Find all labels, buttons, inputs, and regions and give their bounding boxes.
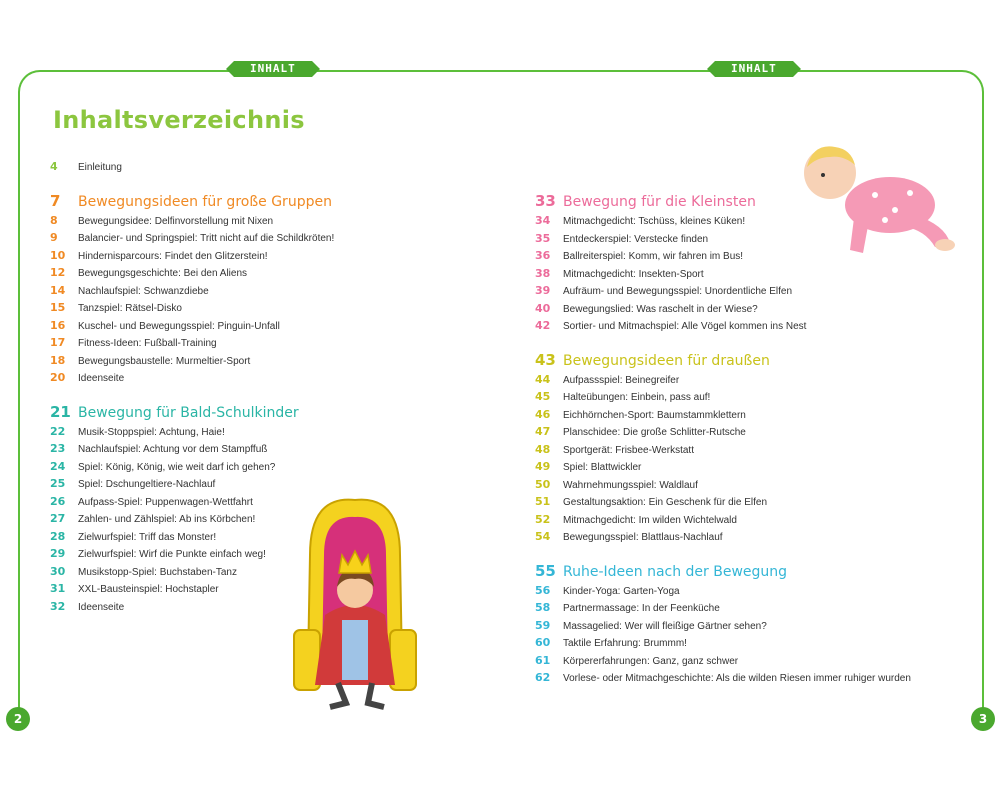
toc-entry-page-number: 62 (535, 671, 551, 684)
toc-entry (535, 284, 965, 302)
toc-entry-page-number: 58 (535, 601, 551, 614)
toc-entry-page-number: 42 (535, 319, 551, 332)
toc-entry-page-number: 56 (535, 583, 551, 597)
toc-entry (535, 530, 965, 548)
toc-entry (50, 354, 480, 372)
toc-entry (535, 601, 965, 619)
toc-entry-page-number: 59 (535, 618, 551, 632)
toc-entry-title: Entdeckerspiel: Verstecke finden (563, 233, 709, 245)
toc-entry-title: Sortier- und Mitmachspiel: Alle Vögel kommen ins Nest (563, 321, 807, 332)
toc-entry (50, 460, 480, 478)
toc-entry-title: Hindernisparcours: Findet den Glitzerstein! (78, 250, 268, 262)
toc-entry (50, 284, 480, 302)
toc-entry-title: Bewegungsgeschichte: Bei den Aliens (78, 268, 248, 279)
toc-entry-title: Ballreiterspiel: Komm, wir fahren im Bus! (563, 251, 744, 262)
toc-entry-title: Nachlaufspiel: Achtung vor dem Stampffuß (78, 444, 268, 455)
king-tunic (342, 620, 368, 680)
toc-entry-page-number: 14 (50, 283, 66, 297)
toc-entry-title: Balancier- und Springspiel: Tritt nicht auf die Schildkröten! (78, 233, 335, 244)
toc-section (535, 351, 965, 548)
toc-entry (50, 371, 480, 389)
toc-entry-page-number: 48 (535, 442, 551, 456)
toc-entry-title: Mitmachgedicht: Im wilden Wichtelwald (563, 514, 737, 526)
section-heading (535, 562, 965, 584)
toc-entry (535, 478, 965, 496)
toc-entry-page-number: 46 (535, 407, 551, 421)
toc-entry-page-number: 49 (535, 460, 551, 473)
toc-entry-title: Halteübungen: Einbein, pass auf! (563, 392, 711, 403)
toc-entry-page-number: 18 (50, 353, 66, 367)
toc-entry-page-number: 52 (535, 512, 551, 526)
toc-entry-title: Zielwurfspiel: Wirf die Punkte einfach weg! (78, 549, 266, 560)
header-tag-right: INHALT (715, 61, 793, 77)
toc-entry-title: Bewegungsspiel: Blattlaus-Nachlauf (563, 532, 723, 543)
toc-entry (535, 584, 965, 602)
toc-entry-page-number: 24 (50, 459, 66, 473)
toc-entry-title: Gestaltungsaktion: Ein Geschenk für die Elfen (563, 497, 768, 508)
page-number-right: 3 (971, 707, 995, 731)
baby-foot (935, 239, 955, 251)
toc-entry-page-number: 10 (50, 248, 66, 262)
toc-entry-page-number: 38 (535, 266, 551, 280)
toc-entry (50, 319, 480, 337)
toc-entry (50, 214, 480, 232)
toc-entry (535, 513, 965, 531)
toc-entry-title: Aufpass-Spiel: Puppenwagen-Wettfahrt (78, 496, 253, 508)
toc-entry-title: XXL-Bausteinspiel: Hochstapler (78, 584, 219, 595)
crawling-baby-illustration (795, 135, 960, 270)
toc-entry-page-number: 9 (50, 231, 58, 244)
toc-entry (50, 442, 480, 460)
toc-entry (50, 301, 480, 319)
toc-entry (50, 425, 480, 443)
toc-entry (50, 249, 480, 267)
toc-entry-title: Zielwurfspiel: Triff das Monster! (78, 531, 217, 543)
toc-entry-page-number: 12 (50, 266, 66, 279)
toc-entry-page-number: 15 (50, 301, 66, 314)
toc-entry-title: Eichhörnchen-Sport: Baumstammklettern (563, 409, 746, 421)
section-heading-title: Bewegungsideen für draußen (563, 352, 770, 369)
toc-entry-page-number: 36 (535, 249, 551, 262)
toc-entry-title: Mitmachgedicht: Insekten-Sport (563, 268, 704, 280)
toc-entry-page-number: 44 (535, 372, 551, 386)
toc-entry-title: Wahrnehmungsspiel: Waldlauf (563, 479, 698, 491)
toc-entry-page-number: 22 (50, 424, 66, 438)
section-heading (535, 351, 965, 373)
toc-entry-title: Spiel: Dschungeltiere-Nachlauf (78, 479, 216, 490)
toc-entry-page-number: 51 (535, 495, 551, 508)
toc-entry (535, 425, 965, 443)
toc-entry-page-number: 40 (535, 301, 551, 315)
toc-entry (535, 636, 965, 654)
toc-entry (535, 408, 965, 426)
toc-section (50, 160, 480, 178)
section-heading-title: Ruhe-Ideen nach der Bewegung (563, 563, 788, 580)
toc-entry-title: Spiel: Blattwickler (563, 462, 642, 473)
toc-entry-title: Aufpassspiel: Beinegreifer (563, 374, 680, 386)
toc-entry-page-number: 23 (50, 442, 66, 455)
toc-entry (535, 373, 965, 391)
toc-entry-page-number: 50 (535, 477, 551, 491)
toc-entry-page-number: 31 (50, 582, 66, 595)
toc-entry-title: Spiel: König, König, wie weit darf ich gehen? (78, 461, 276, 473)
toc-entry-title: Planschidee: Die große Schlitter-Rutsche (563, 427, 746, 438)
toc-entry-title: Taktile Erfahrung: Brummm! (563, 638, 687, 649)
toc-entry-title: Vorlese- oder Mitmachgeschichte: Als die wilden Riesen immer ruhiger wurden (563, 673, 911, 684)
toc-entry (50, 336, 480, 354)
toc-entry-title: Bewegungslied: Was raschelt in der Wiese? (563, 303, 758, 315)
toc-entry-page-number: 34 (535, 214, 551, 227)
toc-entry (535, 619, 965, 637)
toc-entry-page-number: 47 (535, 425, 551, 438)
toc-entry (535, 495, 965, 513)
toc-entry-page-number: 8 (50, 213, 58, 227)
section-heading-page-number: 55 (535, 561, 556, 580)
section-heading-page-number: 21 (50, 402, 71, 421)
toc-entry-page-number: 35 (535, 231, 551, 245)
toc-entry-title: Ideenseite (78, 373, 125, 384)
toc-entry-title: Partnermassage: In der Feenküche (563, 603, 720, 614)
page-number-left: 2 (6, 707, 30, 731)
toc-entry-page-number: 61 (535, 653, 551, 667)
toc-entry-title: Nachlaufspiel: Schwanzdiebe (78, 285, 209, 297)
toc-entry-page-number: 54 (535, 530, 551, 543)
toc-section (50, 192, 480, 389)
section-heading-page-number: 43 (535, 350, 556, 369)
toc-entry-page-number: 26 (50, 494, 66, 508)
section-heading-page-number: 33 (535, 192, 556, 210)
section-heading (50, 192, 480, 214)
toc-entry-title: Musik-Stoppspiel: Achtung, Haie! (78, 426, 225, 438)
toc-entry-page-number: 32 (50, 599, 66, 613)
toc-entry-title: Kinder-Yoga: Garten-Yoga (563, 585, 680, 597)
toc-entry-title: Tanzspiel: Rätsel-Disko (78, 303, 182, 314)
toc-entry-page-number: 30 (50, 564, 66, 578)
toc-entry-page-number: 17 (50, 336, 66, 349)
toc-entry-title: Aufräum- und Bewegungsspiel: Unordentliche Elfen (563, 286, 793, 297)
toc-entry-title: Bewegungsbaustelle: Murmeltier-Sport (78, 355, 251, 367)
toc-entry (50, 477, 480, 495)
section-heading (50, 403, 480, 425)
toc-entry-title: Sportgerät: Frisbee-Werkstatt (563, 444, 694, 456)
toc-entry-page-number: 20 (50, 371, 66, 384)
toc-entry-page-number: 60 (535, 636, 551, 649)
toc-entry-title: Musikstopp-Spiel: Buchstaben-Tanz (78, 566, 237, 578)
toc-entry-title: Ideenseite (78, 601, 125, 613)
king-on-throne-illustration (290, 495, 420, 715)
toc-entry-page-number: 16 (50, 318, 66, 332)
toc-entry (535, 302, 965, 320)
toc-entry (535, 390, 965, 408)
section-heading-page-number: 7 (50, 191, 61, 210)
toc-section (535, 562, 965, 689)
toc-entry-page-number: 25 (50, 477, 66, 490)
toc-entry-title: Körpererfahrungen: Ganz, ganz schwer (563, 655, 739, 667)
toc-entry-title: Mitmachgedicht: Tschüss, kleines Küken! (563, 216, 746, 227)
toc-entry (50, 231, 480, 249)
king-legs (330, 683, 384, 707)
toc-entry-title: Bewegungsidee: Delfinvorstellung mit Nixen (78, 215, 274, 227)
toc-entry-title: Fitness-Ideen: Fußball-Training (78, 338, 217, 349)
toc-entry-title: Kuschel- und Bewegungsspiel: Pinguin-Unfall (78, 320, 280, 332)
toc-entry-page-number: 28 (50, 529, 66, 543)
toc-entry-page-number: 39 (535, 284, 551, 297)
toc-entry-page-number: 29 (50, 547, 66, 560)
toc-entry-title: Zahlen- und Zählspiel: Ab ins Körbchen! (78, 514, 256, 525)
toc-entry (535, 460, 965, 478)
toc-entry-page-number: 45 (535, 390, 551, 403)
toc-entry-page-number: 27 (50, 512, 66, 525)
toc-entry-title: Massagelied: Wer will fleißige Gärtner sehen? (563, 620, 767, 632)
section-heading-title: Bewegung für Bald-Schulkinder (78, 404, 299, 421)
page-title: Inhaltsverzeichnis (53, 106, 305, 134)
toc-entry-page-number: 4 (50, 160, 58, 173)
toc-entry (535, 654, 965, 672)
toc-entry (50, 160, 480, 178)
toc-entry (535, 443, 965, 461)
section-heading-title: Bewegungsideen für große Gruppen (78, 193, 332, 210)
toc-entry-title: Einleitung (78, 162, 122, 173)
toc-entry (535, 319, 965, 337)
toc-entry (50, 266, 480, 284)
toc-entry (535, 671, 965, 689)
header-tag-left: INHALT (234, 61, 312, 77)
section-heading-title: Bewegung für die Kleinsten (563, 194, 756, 210)
